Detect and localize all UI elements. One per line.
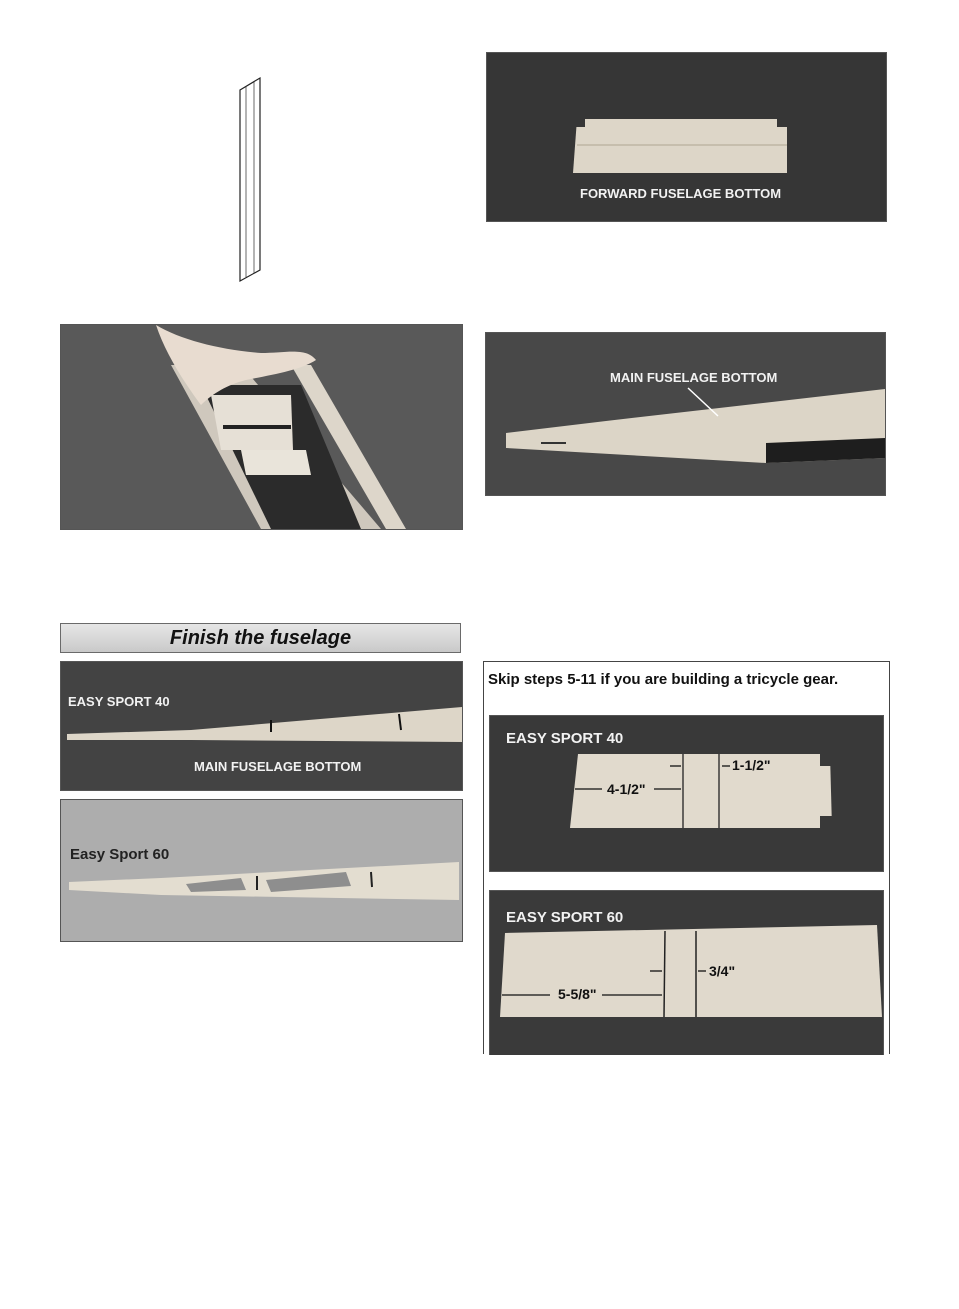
balsa-stick-drawing	[236, 74, 266, 284]
main-fuselage-bottom-side-photo	[485, 332, 886, 496]
model-label: EASY SPORT 60	[506, 909, 624, 926]
dimension-label: 5-5/8"	[558, 986, 597, 1002]
easy-sport-40-dimension-photo	[489, 715, 884, 872]
model-label: Easy Sport 60	[70, 846, 170, 863]
note-text: Skip steps 5-11 if you are building a tricycle gear.	[488, 671, 839, 688]
easy-sport-40-main-bottom-photo	[60, 661, 463, 791]
dimension-label: 3/4"	[709, 963, 736, 979]
fuselage-former-photo	[60, 324, 463, 530]
forward-fuselage-bottom-photo	[486, 52, 887, 222]
figure-caption: MAIN FUSELAGE BOTTOM	[194, 759, 362, 774]
tricycle-gear-note-box	[483, 661, 890, 1054]
model-label: EASY SPORT 40	[68, 694, 170, 709]
easy-sport-60-main-bottom-photo	[60, 799, 463, 942]
figure-caption: MAIN FUSELAGE BOTTOM	[610, 370, 778, 385]
dimension-label: 1-1/2"	[732, 757, 771, 773]
figure-caption: FORWARD FUSELAGE BOTTOM	[580, 186, 782, 201]
model-label: EASY SPORT 40	[506, 730, 624, 747]
dimension-label: 4-1/2"	[607, 781, 646, 797]
easy-sport-60-dimension-photo	[489, 890, 884, 1055]
section-title: Finish the fuselage	[60, 623, 461, 653]
